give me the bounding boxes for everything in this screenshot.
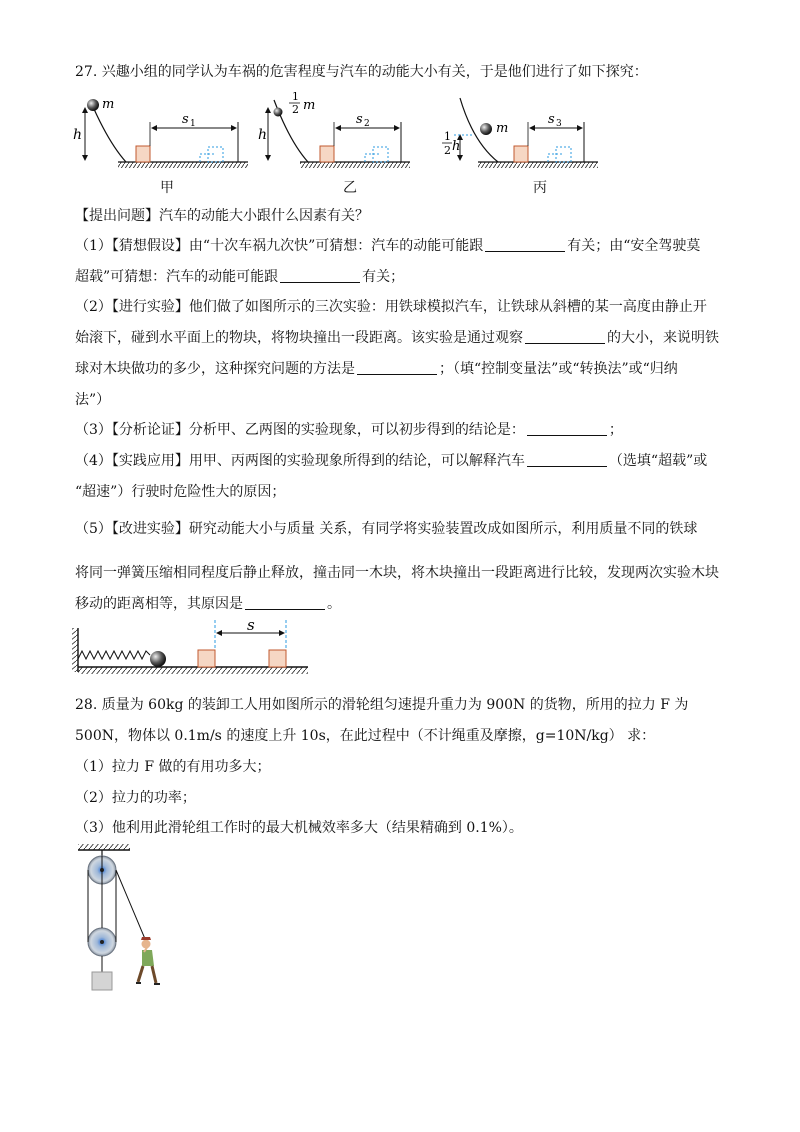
answer-blank[interactable]: [485, 238, 565, 252]
q28-sub1: （1）拉力 F 做的有用功多大；: [75, 759, 271, 775]
caption-bing: 丙: [533, 180, 547, 196]
answer-blank[interactable]: [357, 361, 437, 375]
answer-blank[interactable]: [280, 269, 360, 283]
iron-ball-jia: [87, 99, 99, 111]
svg-text:m: m: [496, 121, 509, 136]
answer-blank[interactable]: [527, 422, 607, 436]
q27-intro: 27. 兴趣小组的同学认为车祸的危害程度与汽车的动能大小有关，于是他们进行了如下探究：: [75, 64, 648, 80]
q27-part3: （3）【分析论证】分析甲、乙两图的实验现象，可以初步得到的结论是： ；: [75, 422, 623, 438]
q27-part5-line3: 移动的距离相等，其原因是 。: [75, 596, 341, 612]
ramp-jia: [73, 97, 248, 168]
svg-text:m: m: [102, 97, 115, 112]
svg-text:s: s: [356, 112, 363, 127]
wood-block-end: [269, 650, 286, 667]
q27-part4-line1: （4）【实践应用】用甲、丙两图的实验现象所得到的结论，可以解释汽车 （选填“超载”或: [75, 453, 708, 469]
caption-jia: 甲: [160, 180, 174, 196]
answer-blank[interactable]: [245, 596, 325, 610]
svg-text:1: 1: [444, 130, 451, 143]
ramp-figure: [68, 92, 668, 184]
q27-part5-line2: 将同一弹簧压缩相同程度后静止释放，撞击同一木块，将木块撞出一段距离进行比较，发现两次实验木块: [75, 565, 719, 581]
svg-text:s: s: [247, 616, 255, 634]
q28-sub2: （2）拉力的功率；: [75, 790, 196, 806]
q28-sub3: （3）他利用此滑轮组工作时的最大机械效率多大（结果精确到 0.1%）。: [75, 820, 523, 836]
svg-text:m: m: [303, 98, 316, 113]
caption-yi: 乙: [343, 180, 357, 196]
q27-part4-line2: “超速”）行驶时危险性大的原因；: [75, 484, 286, 500]
svg-text:2: 2: [364, 119, 370, 129]
ramp-yi: [258, 92, 410, 168]
cargo-weight: [92, 972, 112, 990]
worker-figure: [136, 937, 160, 984]
iron-ball-bing: [480, 123, 492, 135]
svg-text:2: 2: [444, 144, 451, 157]
wood-block-start: [198, 650, 215, 667]
spring-coil: [78, 651, 150, 659]
svg-text:s: s: [548, 112, 555, 127]
wood-block-bing: [514, 146, 528, 162]
svg-text:3: 3: [556, 119, 562, 129]
q27-part2-line1: （2）【进行实验】他们做了如图所示的三次实验：用铁球模拟汽车，让铁球从斜槽的某一高度由静止开: [75, 299, 707, 315]
q28-line2: 500N，物体以 0.1m/s 的速度上升 10s，在此过程中（不计绳重及摩擦，g=10N/kg） 求：: [75, 728, 656, 744]
q27-question: 【提出问题】汽车的动能大小跟什么因素有关？: [75, 208, 369, 224]
q28-line1: 28. 质量为 60kg 的装卸工人用如图所示的滑轮组匀速提升重力为 900N 的货物，所用的拉力 F 为: [75, 697, 689, 713]
wood-block-jia: [136, 146, 150, 162]
svg-text:1: 1: [292, 92, 299, 103]
svg-text:h: h: [452, 139, 461, 154]
svg-text:2: 2: [292, 103, 299, 116]
pulley-figure: [70, 842, 180, 997]
iron-ball: [150, 651, 166, 667]
q27-part2-line3: 球对木块做功的多少，这种探究问题的方法是 ；（填“控制变量法”或“转换法”或“归纳: [75, 361, 678, 377]
svg-text:1: 1: [190, 119, 196, 129]
spring-figure: [70, 616, 310, 678]
q27-part5-line1: （5）【改进实验】研究动能大小与质量 关系，有同学将实验装置改成如图所示，利用质量不同的铁球: [75, 521, 698, 537]
ramp-bing: [442, 98, 598, 168]
q27-part2-line2: 始滚下，碰到水平面上的物块，将物块撞出一段距离。该实验是通过观察 的大小，来说明铁: [75, 330, 719, 346]
q27-part2-line4: 法”）: [75, 392, 111, 408]
q27-part1-line1: （1）【猜想假设】由“十次车祸九次快”可猜想：汽车的动能可能跟 有关；由“安全驾驶莫: [75, 238, 701, 254]
wood-block-yi: [320, 146, 334, 162]
svg-text:h: h: [258, 127, 268, 143]
iron-ball-yi: [274, 108, 283, 117]
answer-blank[interactable]: [525, 330, 605, 344]
svg-text:h: h: [73, 127, 83, 143]
answer-blank[interactable]: [527, 453, 607, 467]
q27-part1-line2: 超载”可猜想：汽车的动能可能跟 有关；: [75, 269, 405, 285]
svg-text:s: s: [182, 112, 189, 127]
